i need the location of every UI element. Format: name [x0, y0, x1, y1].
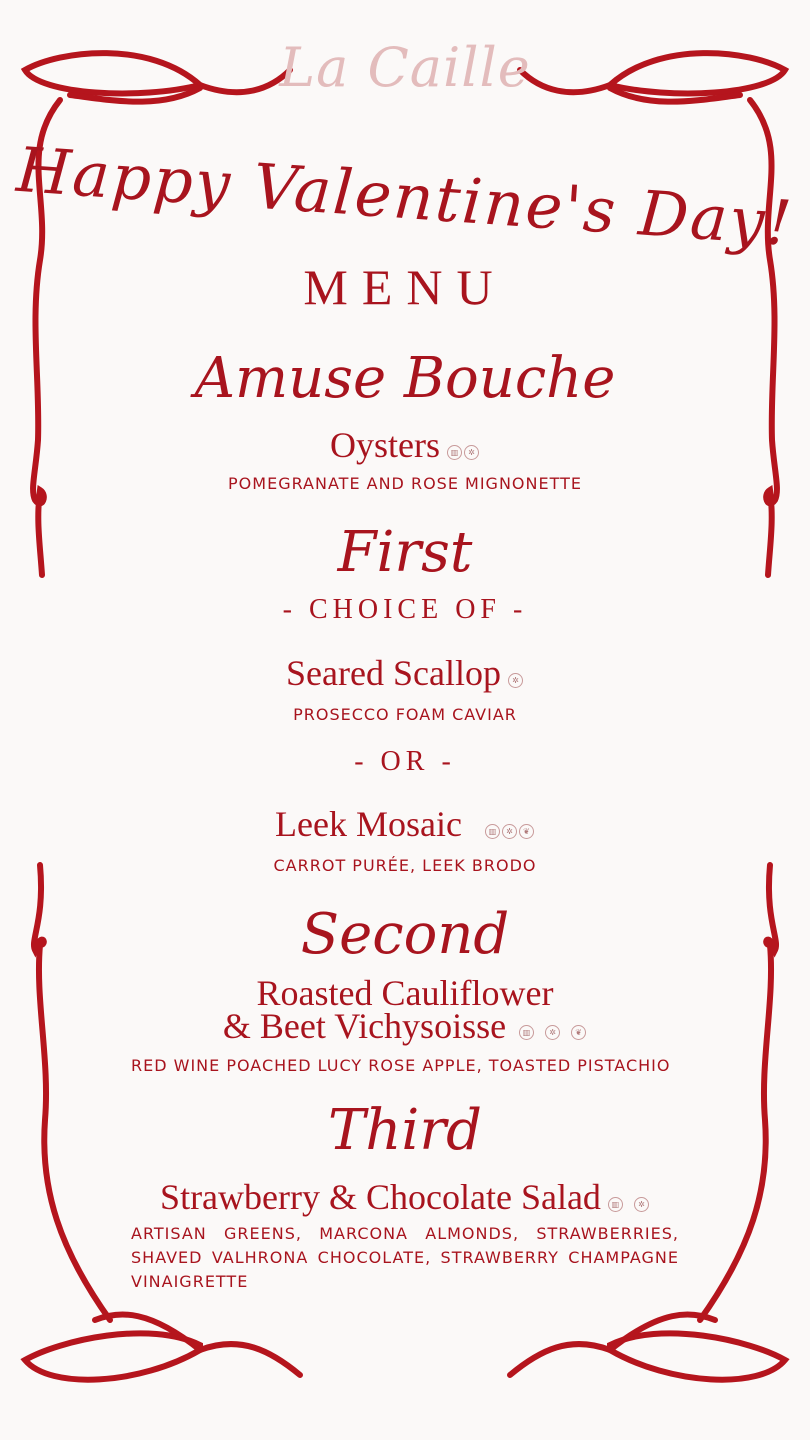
- dish-seared-scallop: [0, 652, 810, 698]
- dish-strawberry-salad: [0, 1176, 810, 1222]
- course-heading-amuse-bouche: Amuse Bouche: [194, 346, 616, 411]
- dish-oysters: [0, 424, 810, 470]
- course-heading-second: Second: [300, 902, 510, 967]
- dish-name: Oysters: [330, 425, 440, 465]
- dish-leek-mosaic: [0, 803, 810, 849]
- dish-description: POMEGRANATE AND ROSE MIGNONETTE: [228, 474, 582, 493]
- dish-name: Leek Mosaic: [275, 804, 462, 844]
- dish-name: Strawberry & Chocolate Salad: [160, 1177, 601, 1217]
- gluten-free-icon: ✲: [464, 445, 479, 460]
- course-heading-first: First: [337, 520, 473, 585]
- dish-description: CARROT PURÉE, LEEK BRODO: [273, 856, 537, 875]
- vegan-icon: ❦: [571, 1025, 586, 1040]
- gluten-free-icon: ✲: [502, 824, 517, 839]
- dairy-free-icon: ▥: [519, 1025, 534, 1040]
- vegan-icon: ❦: [519, 824, 534, 839]
- dish-description: ARTISAN GREENS, MARCONA ALMONDS, STRAWBERRIES, SHAVED VALHRONA CHOCOLATE, STRAWBERRY CHAMPAGNE VINAIGRETTE: [131, 1224, 679, 1291]
- course-heading-third: Third: [328, 1098, 482, 1163]
- dish-name: Seared Scallop: [286, 653, 501, 693]
- choice-of-label: - CHOICE OF -: [282, 594, 528, 625]
- dish-description: RED WINE POACHED LUCY ROSE APPLE, TOASTED PISTACHIO: [131, 1056, 671, 1075]
- dairy-free-icon: ▥: [608, 1197, 623, 1212]
- menu-title: MENU: [303, 259, 507, 315]
- dish-roasted-cauliflower: [0, 973, 810, 1046]
- gluten-free-icon: ✲: [634, 1197, 649, 1212]
- dish-name-line1: Roasted Cauliflower: [256, 973, 554, 1013]
- greeting-headline: Happy Valentine's Day!: [14, 132, 796, 261]
- gluten-free-icon: ✲: [545, 1025, 560, 1040]
- gluten-free-icon: ✲: [508, 673, 523, 688]
- or-label: - OR -: [354, 746, 456, 777]
- dairy-free-icon: ▥: [447, 445, 462, 460]
- dish-name-line2: & Beet Vichysoisse: [222, 1006, 507, 1046]
- dairy-free-icon: ▥: [485, 824, 500, 839]
- brand-logo: La Caille: [279, 36, 531, 99]
- dish-description: PROSECCO FOAM CAVIAR: [293, 705, 517, 724]
